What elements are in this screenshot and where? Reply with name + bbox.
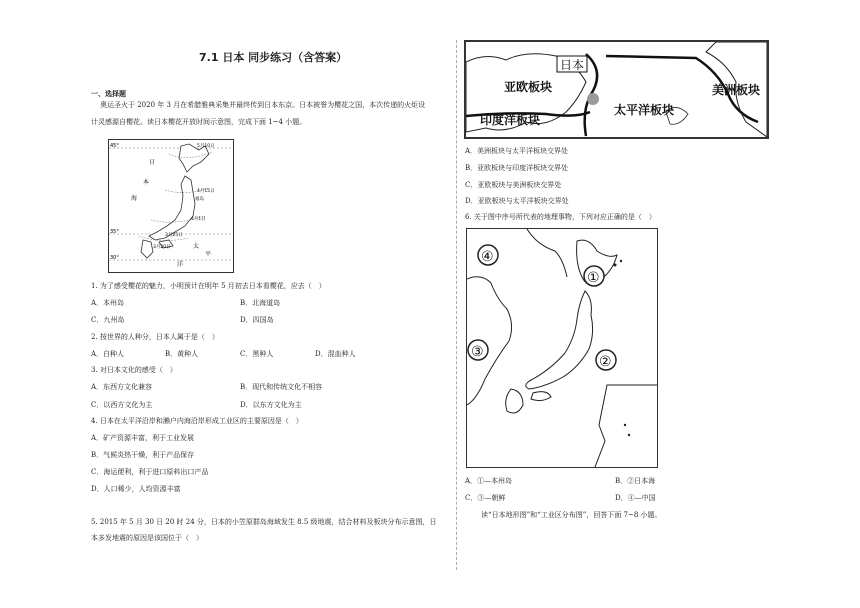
q5-option-a[interactable]: A．美洲板块与太平洋板块交界处 — [465, 147, 569, 155]
plate-map-svg — [466, 42, 767, 137]
q1-option-d[interactable]: D．四国岛 — [240, 316, 274, 324]
q2-option-d[interactable]: D．混血种人 — [315, 350, 356, 358]
q2-option-a[interactable]: A．白种人 — [91, 350, 125, 358]
sea-char-1: 日 — [149, 159, 156, 166]
q1-option-b[interactable]: B．北海道岛 — [240, 299, 281, 307]
sakura-map — [108, 139, 234, 273]
q6-option-c[interactable]: C．③—朝鲜 — [465, 494, 506, 502]
plate-map — [464, 40, 769, 139]
q3-stem: 3. 对日本文化的感受（ ） — [91, 366, 177, 374]
plate-pacific-label: 太平洋板块 — [614, 103, 675, 117]
honshu-shape — [149, 176, 195, 240]
q1-option-c[interactable]: C．九州岛 — [91, 316, 125, 324]
q4-option-c[interactable]: C．海运便利，利于进口原料出口产品 — [91, 468, 209, 476]
q1-option-a[interactable]: A．本州岛 — [91, 299, 125, 307]
intro-line-2: 计灵感源自樱花。读日本樱花开放时间示意图，完成下面 1~4 小题。 — [91, 118, 307, 126]
q4-option-b[interactable]: B．气候炎热干燥，利于产品保存 — [91, 451, 195, 459]
sea-char-3: 海 — [131, 195, 138, 202]
sea-char-2: 本 — [143, 179, 150, 186]
column-divider — [456, 40, 457, 570]
map-marker-1: ① — [587, 270, 600, 286]
q3-option-c[interactable]: C．以西方文化为主 — [91, 401, 153, 409]
q6-option-a[interactable]: A．①—本州岛 — [465, 477, 513, 485]
lat-35-label: 35° — [110, 229, 119, 235]
q5-option-d[interactable]: D．亚欧板块与太平洋板块交界处 — [465, 197, 569, 205]
lat-30-label: 30° — [110, 255, 119, 261]
map-marker-4: ④ — [481, 249, 494, 265]
q6-stem: 6. 关于图中序号所代表的地理事物，下列对应正确的是（ ） — [465, 213, 656, 221]
bloom-label-apr1: 4月1日 — [191, 217, 206, 222]
ocean-char-2: 平 — [205, 251, 212, 258]
lat-45-label: 45° — [110, 143, 119, 149]
map-marker-2: ② — [599, 354, 612, 370]
q4-stem: 4. 日本在太平洋沿岸和濑户内海沿岸形成工业区的主要原因是（ ） — [91, 417, 303, 425]
q2-stem: 2. 按世界的人种分，日本人属于是（ ） — [91, 333, 219, 341]
japan-map-svg — [467, 229, 657, 467]
plate-japan-label: 日本 — [560, 58, 585, 72]
q5-option-b[interactable]: B．亚欧板块与印度洋板块交界处 — [465, 164, 569, 172]
ocean-char-1: 太 — [193, 243, 200, 250]
q2-option-b[interactable]: B．黄种人 — [165, 350, 199, 358]
plate-american-label: 美洲板块 — [712, 83, 761, 97]
plate-indian-label: 印度洋板块 — [480, 113, 541, 127]
q5-stem-line-1: 5. 2015 年 5 月 30 日 20 时 24 分，日本的小笠原群岛海域发生 8.5 级地震，结合材料及板块分布示意图，日 — [91, 518, 437, 526]
q4-option-d[interactable]: D．人口稀少，人均资源丰富 — [91, 485, 181, 493]
bloom-label-mar20: 3月20日 — [153, 245, 171, 250]
q7-intro: 读“日本地形图”和“工业区分布图”，回答下面 7~8 小题。 — [481, 511, 662, 519]
q1-stem: 1. 为了感受樱花的魅力，小明预计在明年 5 月初去日本看樱花，应去（ ） — [91, 282, 326, 290]
q3-option-b[interactable]: B．现代和传统文化不相容 — [240, 383, 323, 391]
map-marker-3: ③ — [471, 344, 484, 360]
kyushu-shape — [141, 240, 153, 258]
q5-option-c[interactable]: C．亚欧板块与美洲板块交界处 — [465, 181, 562, 189]
q3-option-a[interactable]: A．东西方文化兼容 — [91, 383, 153, 391]
q6-option-d[interactable]: D．④—中国 — [615, 494, 656, 502]
bloom-label-may10: 5月10日 — [197, 144, 215, 149]
sakura-map-svg — [109, 140, 233, 272]
section-heading: 一、选择题 — [91, 89, 126, 98]
japan-map — [466, 228, 658, 468]
ocean-char-3: 洋 — [177, 261, 184, 268]
q3-option-d[interactable]: D．以东方文化为主 — [240, 401, 302, 409]
plate-eurasia-label: 亚欧板块 — [504, 80, 553, 94]
bloom-label-mar25: 3月25日 — [165, 233, 183, 238]
q5-stem-line-2: 本多发地震的原因是该国位于（ ） — [91, 534, 203, 542]
q2-option-c[interactable]: C．黑种人 — [240, 350, 274, 358]
q4-option-a[interactable]: A．矿产资源丰富，利于工业发展 — [91, 434, 195, 442]
intro-line-1: 奥运圣火于 2020 年 3 月在希腊雅典采集并最终传到日本东京。日本被誉为樱花之国，本次传递的火炬设 — [100, 101, 426, 109]
page-title: 7.1 日本 同步练习（含答案） — [199, 51, 348, 64]
bloom-label-fukushima: 福岛 — [195, 197, 204, 202]
q6-option-b[interactable]: B．②日本海 — [615, 477, 656, 485]
bloom-label-apr15: 4月15日 — [197, 189, 215, 194]
